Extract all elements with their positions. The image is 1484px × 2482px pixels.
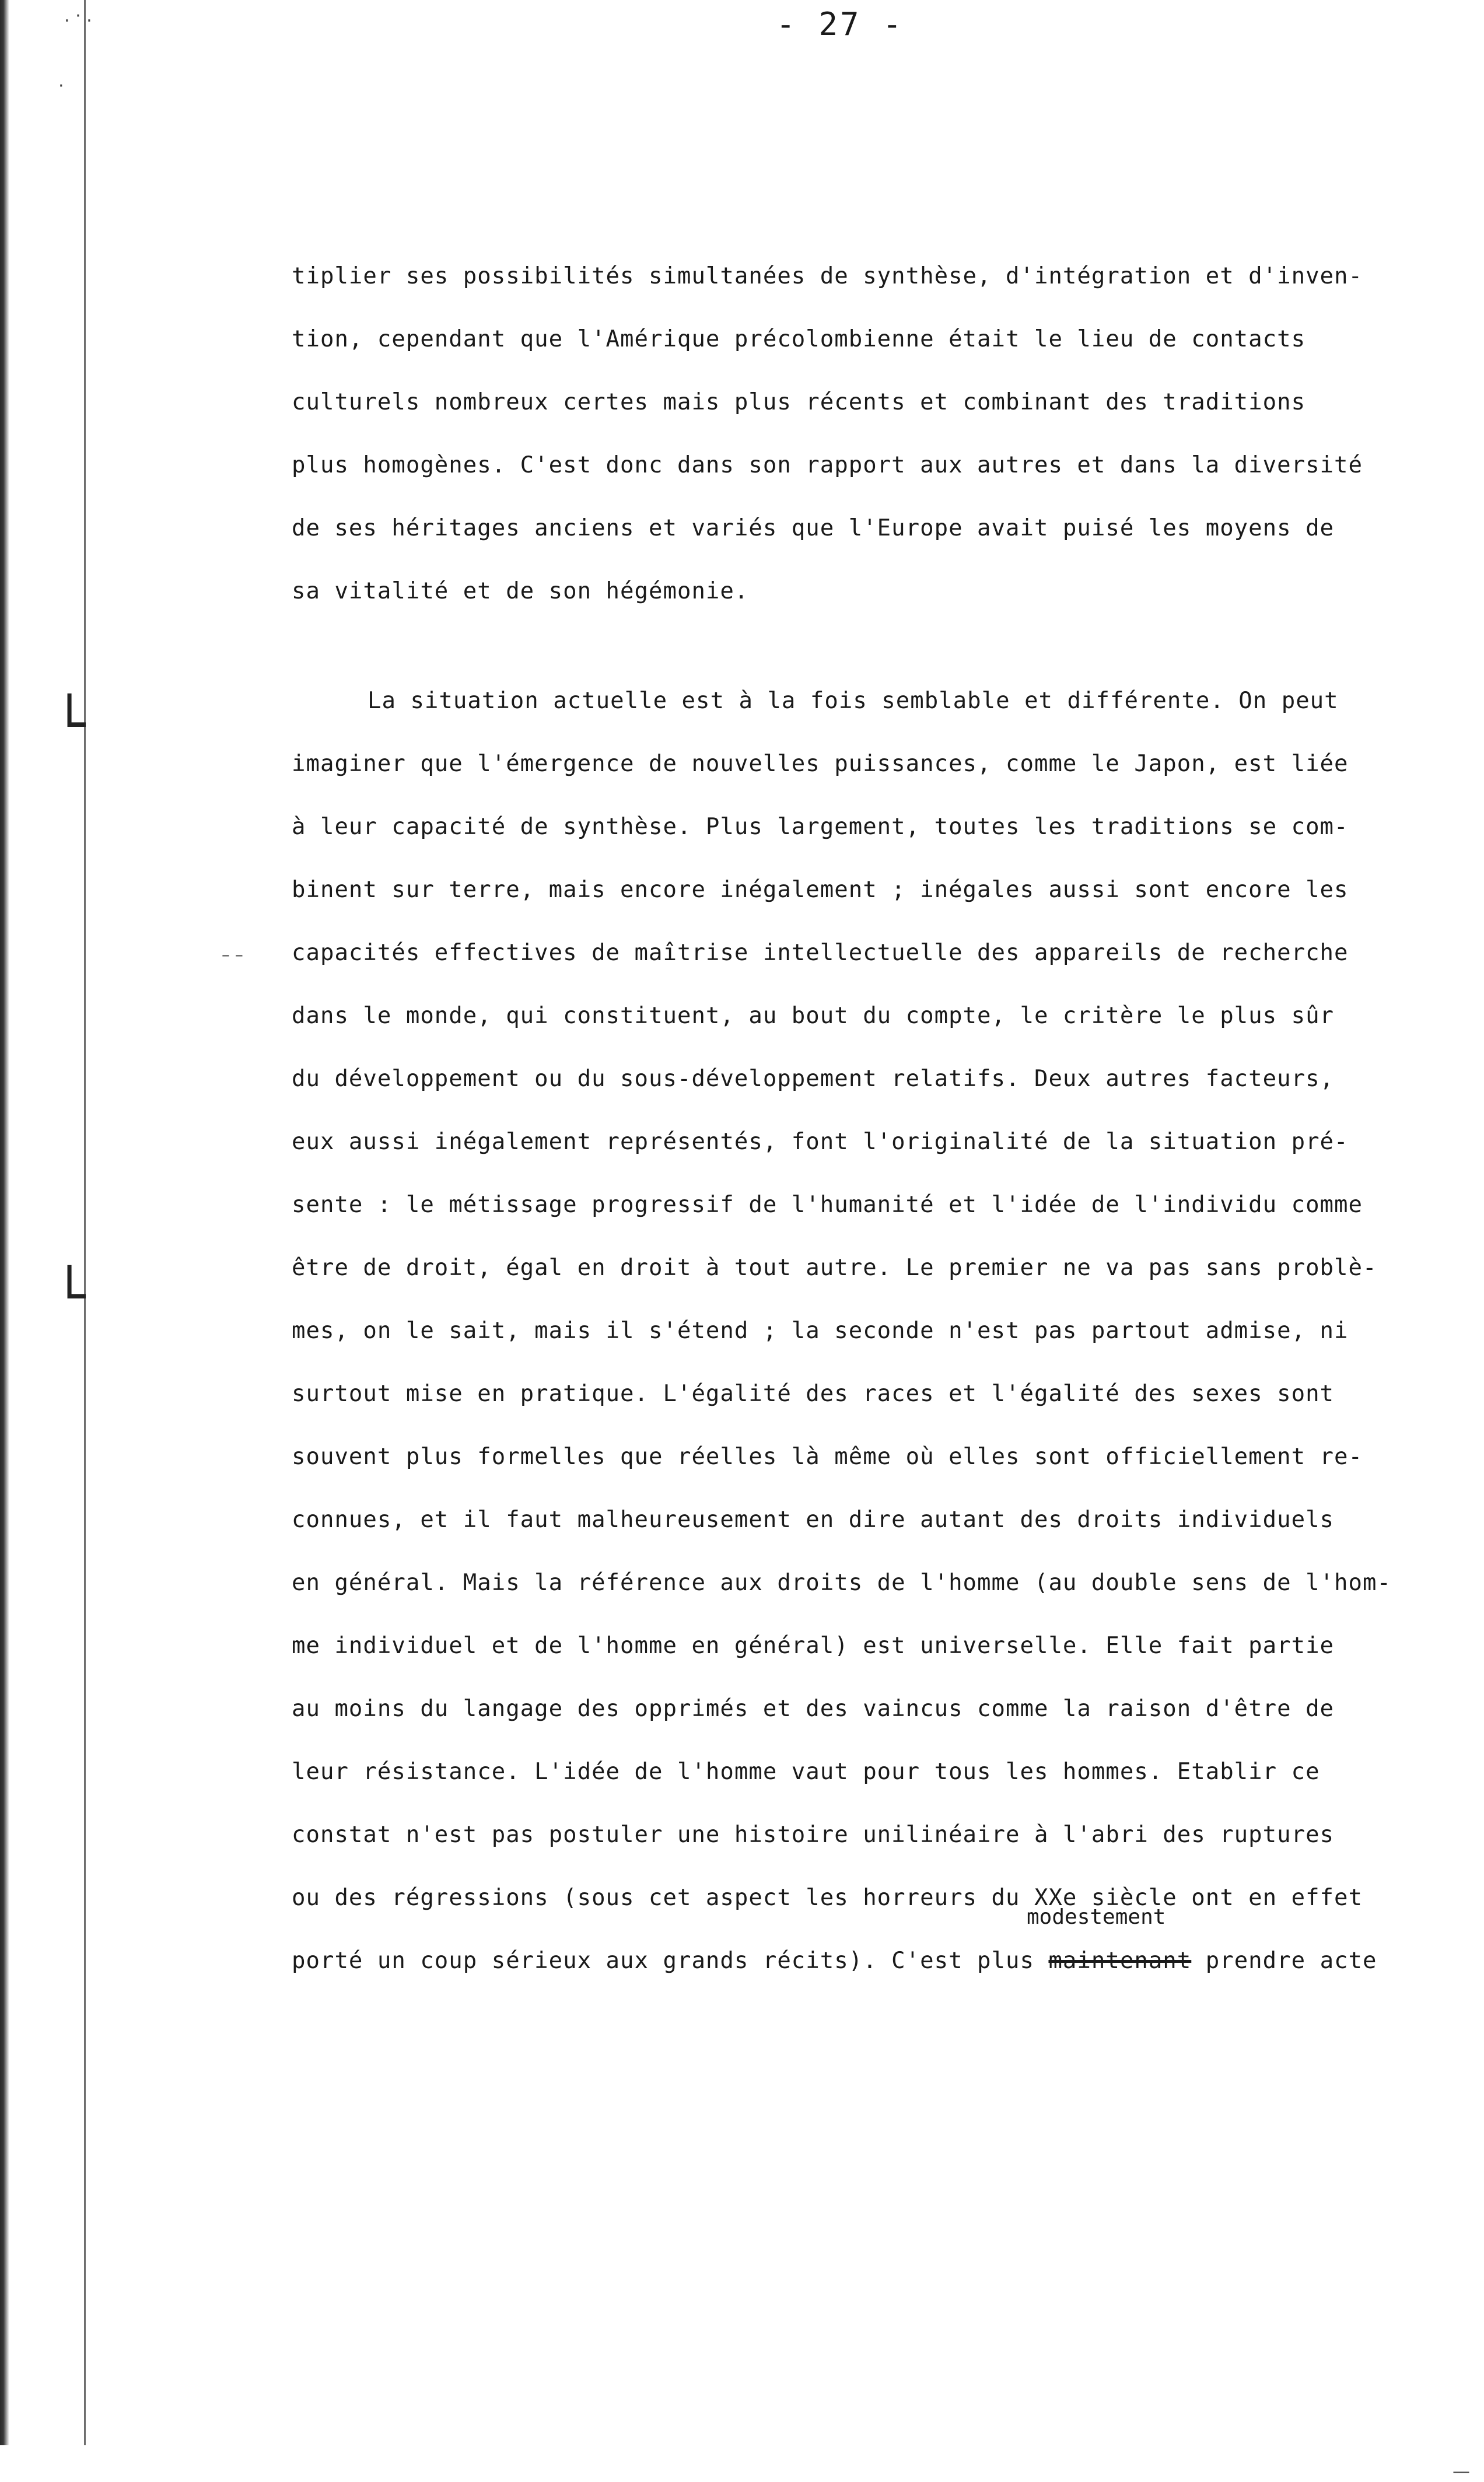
binding-hook-mark: └: [54, 1266, 86, 1327]
body-text: [292, 245, 1429, 1993]
text-line: surtout mise en pratique. L'égalité des races et l'égalité des sexes sont: [292, 1381, 1335, 1407]
margin-rule: [84, 0, 86, 2445]
last-line-after: prendre acte: [1191, 1948, 1377, 1974]
text-line: culturels nombreux certes mais plus récents et combinant des traditions: [292, 389, 1306, 415]
text-line: constat n'est pas postuler une histoire unilinéaire à l'abri des ruptures: [292, 1822, 1335, 1848]
text-line: être de droit, égal en droit à tout autre. Le premier ne va pas sans problè-: [292, 1255, 1377, 1281]
text-line: dans le monde, qui constituent, au bout du compte, le critère le plus sûr: [292, 1003, 1335, 1029]
text-line: de ses héritages anciens et variés que l'Europe avait puisé les moyens de: [292, 515, 1335, 541]
text-line: leur résistance. L'idée de l'homme vaut pour tous les hommes. Etablir ce: [292, 1759, 1320, 1785]
text-line: connues, et il faut malheureusement en dire autant des droits individuels: [292, 1507, 1335, 1533]
text-line: en général. Mais la référence aux droits de l'homme (au double sens de l'hom-: [292, 1570, 1391, 1596]
interlinear-correction: modestement: [1027, 1905, 1166, 1929]
text-line: La situation actuelle est à la fois semblable et différente. On peut: [368, 688, 1339, 714]
scan-speck: —: [1452, 2462, 1470, 2482]
text-line-last: [292, 1930, 1429, 1993]
scan-speck: ·: [58, 76, 64, 96]
text-line: au moins du langage des opprimés et des vaincus comme la raison d'être de: [292, 1696, 1335, 1722]
text-line: ou des régressions (sous cet aspect les horreurs du XXe siècle ont en effet: [292, 1885, 1363, 1911]
text-line: tiplier ses possibilités simultanées de synthèse, d'intégration et d'inven-: [292, 263, 1363, 289]
text-line: eux aussi inégalement représentés, font l'originalité de la situation pré-: [292, 1129, 1349, 1155]
text-line: souvent plus formelles que réelles là même où elles sont officiellement re-: [292, 1444, 1363, 1470]
text-line: tion, cependant que l'Amérique précolombienne était le lieu de contacts: [292, 326, 1306, 352]
text-line: capacités effectives de maîtrise intellectuelle des appareils de recherche: [292, 940, 1349, 966]
struck-word: maintenant: [1048, 1948, 1192, 1974]
text-line: à leur capacité de synthèse. Plus largement, toutes les traditions se com-: [292, 814, 1349, 840]
scan-speck: . · .: [64, 6, 92, 26]
text-line: mes, on le sait, mais il s'étend ; la seconde n'est pas partout admise, ni: [292, 1318, 1349, 1344]
text-line: sente : le métissage progressif de l'humanité et l'idée de l'individu comme: [292, 1192, 1363, 1218]
scan-speck: – –: [222, 945, 243, 964]
text-line: me individuel et de l'homme en général) est universelle. Elle fait partie: [292, 1633, 1335, 1659]
binding-hook-mark: └: [54, 694, 86, 755]
last-line-before: porté un coup sérieux aux grands récits). C'est plus: [292, 1948, 1049, 1974]
paragraph-gap: [292, 623, 1429, 670]
page-number: - 27 -: [776, 6, 904, 43]
paragraph-2: [292, 670, 1429, 1993]
binding-edge: [0, 0, 9, 2445]
text-line: binent sur terre, mais encore inégalement ; inégales aussi sont encore les: [292, 877, 1349, 903]
text-line: du développement ou du sous-développement relatifs. Deux autres facteurs,: [292, 1066, 1335, 1092]
text-line: plus homogènes. C'est donc dans son rapport aux autres et dans la diversité: [292, 452, 1363, 478]
text-line: imaginer que l'émergence de nouvelles puissances, comme le Japon, est liée: [292, 751, 1349, 777]
paragraph-1: [292, 245, 1429, 623]
text-line: sa vitalité et de son hégémonie.: [292, 578, 749, 604]
